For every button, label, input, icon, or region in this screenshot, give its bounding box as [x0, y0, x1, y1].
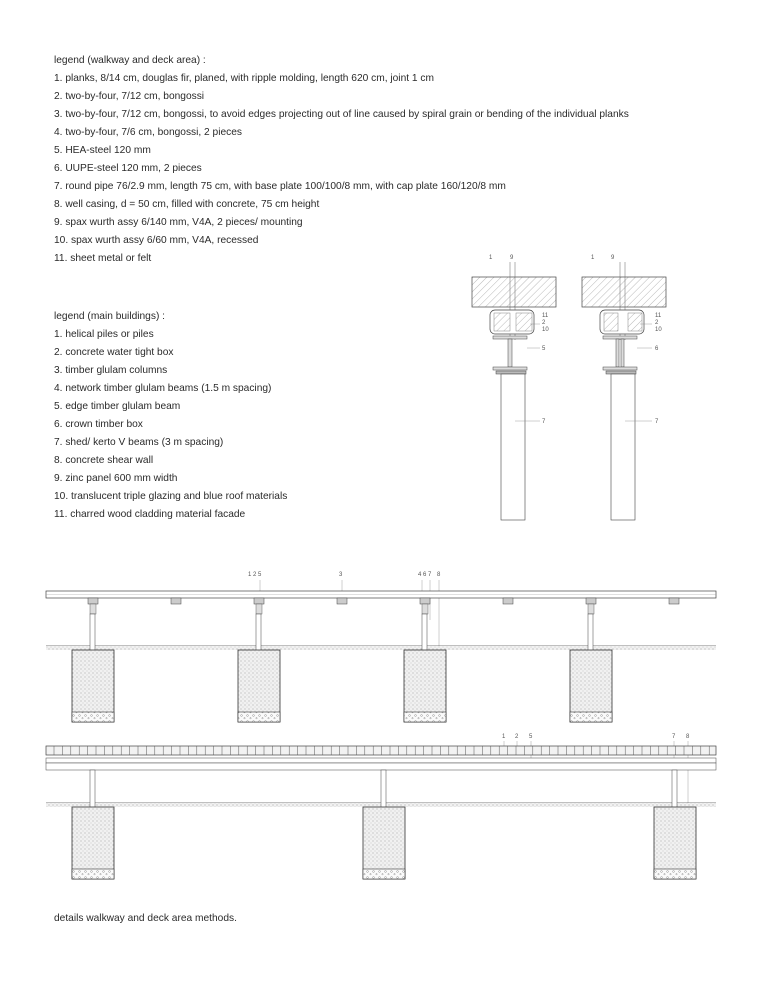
label-9: 9	[510, 255, 514, 261]
legend-walkway-item: 8. well casing, d = 50 cm, filled with concrete, 75 cm height	[54, 199, 320, 210]
timber-joist	[254, 598, 264, 604]
timber-joist	[503, 598, 513, 604]
steel-web	[508, 339, 512, 367]
legend-walkway-item: 5. HEA-steel 120 mm	[54, 145, 151, 156]
elevation-label: 7	[672, 734, 676, 740]
gravel-layer	[570, 712, 612, 722]
gravel-layer	[238, 712, 280, 722]
foundation-footing	[72, 807, 114, 879]
section-label: 8	[437, 572, 441, 578]
gravel-layer	[363, 869, 405, 879]
foundation-footing	[404, 650, 446, 722]
section-label: 3	[339, 572, 343, 578]
legend-main-item: 7. shed/ kerto V beams (3 m spacing)	[54, 437, 224, 448]
gravel-layer	[404, 712, 446, 722]
legend-main-item: 10. translucent triple glazing and blue roof materials	[54, 491, 288, 502]
label-10: 10	[655, 327, 662, 333]
steel-flange	[603, 336, 637, 339]
legend-main-item: 6. crown timber box	[54, 419, 143, 430]
two-by-four-section	[628, 313, 642, 331]
foundation-footing	[363, 807, 405, 879]
section-label: 1 2 5	[248, 572, 262, 578]
gravel-layer	[72, 712, 114, 722]
legend-walkway-item: 4. two-by-four, 7/6 cm, bongossi, 2 pieces	[54, 127, 242, 138]
stringer-beam	[46, 758, 716, 763]
timber-joist	[420, 598, 430, 604]
legend-walkway-item: 2. two-by-four, 7/12 cm, bongossi	[54, 91, 205, 102]
steel-flange	[493, 336, 527, 339]
legend-main-item: 5. edge timber glulam beam	[54, 401, 181, 412]
steel-web	[621, 339, 624, 367]
section-label: 4 6	[418, 572, 427, 578]
steel-connector	[90, 604, 96, 614]
foundation-footing	[72, 650, 114, 722]
connection-detail-left	[472, 255, 556, 520]
legend-main-item: 8. concrete shear wall	[54, 455, 154, 466]
elevation-label: 8	[686, 734, 690, 740]
label-9: 9	[611, 255, 615, 261]
legend-walkway-item: 7. round pipe 76/2.9 mm, length 75 cm, with base plate 100/100/8 mm, with cap plate 160/120/8 mm	[54, 181, 506, 192]
foundation-footing	[654, 807, 696, 879]
steel-flange	[493, 367, 527, 370]
gravel-layer	[72, 869, 114, 879]
cap-plate	[606, 371, 636, 374]
label-10: 10	[542, 327, 549, 333]
two-by-four-section	[494, 313, 510, 331]
foundation-footing	[570, 650, 612, 722]
label-6: 6	[655, 346, 659, 352]
label-2: 2	[542, 320, 546, 326]
timber-joist	[669, 598, 679, 604]
figure-caption: details walkway and deck area methods.	[54, 913, 237, 924]
legend-walkway-title: legend (walkway and deck area) :	[54, 55, 206, 66]
elevation-label: 2	[515, 734, 519, 740]
steel-connector	[588, 604, 594, 614]
timber-joist	[171, 598, 181, 604]
legend-main-item: 4. network timber glulam beams (1.5 m spacing)	[54, 383, 272, 394]
elevation-label: 1	[502, 734, 506, 740]
label-11: 11	[655, 313, 662, 319]
legend-main-item: 11. charred wood cladding material facade	[54, 509, 246, 520]
legend-main-item: 9. zinc panel 600 mm width	[54, 473, 178, 484]
label-1: 1	[489, 255, 493, 261]
label-11: 11	[542, 313, 549, 319]
steel-web	[616, 339, 619, 367]
label-7: 7	[542, 419, 546, 425]
legend-main-title: legend (main buildings) :	[54, 311, 165, 322]
legend-walkway-item: 10. spax wurth assy 6/60 mm, V4A, recessed	[54, 235, 259, 246]
legend-walkway-item: 1. planks, 8/14 cm, douglas fir, planed, with ripple molding, length 620 cm, joint 1 cm	[54, 73, 434, 84]
steel-beam	[46, 763, 716, 770]
label-4: 2	[655, 320, 659, 326]
round-pipe	[501, 374, 525, 520]
legend-main-item: 2. concrete water tight box	[54, 347, 174, 358]
timber-joist	[586, 598, 596, 604]
gravel-layer	[654, 869, 696, 879]
deck-plank-section	[582, 277, 666, 307]
label-1: 1	[591, 255, 595, 261]
walkway-cross-section	[46, 572, 716, 722]
section-label: 7	[428, 572, 432, 578]
legend-walkway-item: 6. UUPE-steel 120 mm, 2 pieces	[54, 163, 202, 174]
timber-joist	[88, 598, 98, 604]
connection-detail-right	[582, 255, 666, 520]
ground-strip	[46, 646, 716, 650]
two-by-four-section	[516, 313, 532, 331]
label-7: 7	[655, 419, 659, 425]
legend-walkway-item: 3. two-by-four, 7/12 cm, bongossi, to avoid edges projecting out of line caused by spiral grain or bending of the individual planks	[54, 109, 629, 120]
cap-plate	[496, 371, 526, 374]
legend-walkway-item: 11. sheet metal or felt	[54, 253, 152, 264]
deck-plank-section	[472, 277, 556, 307]
walkway-elevation	[46, 734, 716, 879]
steel-connector	[256, 604, 262, 614]
legend-main-item: 3. timber glulam columns	[54, 365, 168, 376]
foundation-footing	[238, 650, 280, 722]
steel-connector	[422, 604, 428, 614]
label-5: 5	[542, 346, 546, 352]
steel-flange	[603, 367, 637, 370]
two-by-four-section	[604, 313, 618, 331]
elevation-label: 5	[529, 734, 533, 740]
round-pipe	[611, 374, 635, 520]
legend-main-item: 1. helical piles or piles	[54, 329, 154, 340]
timber-joist	[337, 598, 347, 604]
legend-walkway-item: 9. spax wurth assy 6/140 mm, V4A, 2 pieces/ mounting	[54, 217, 303, 228]
